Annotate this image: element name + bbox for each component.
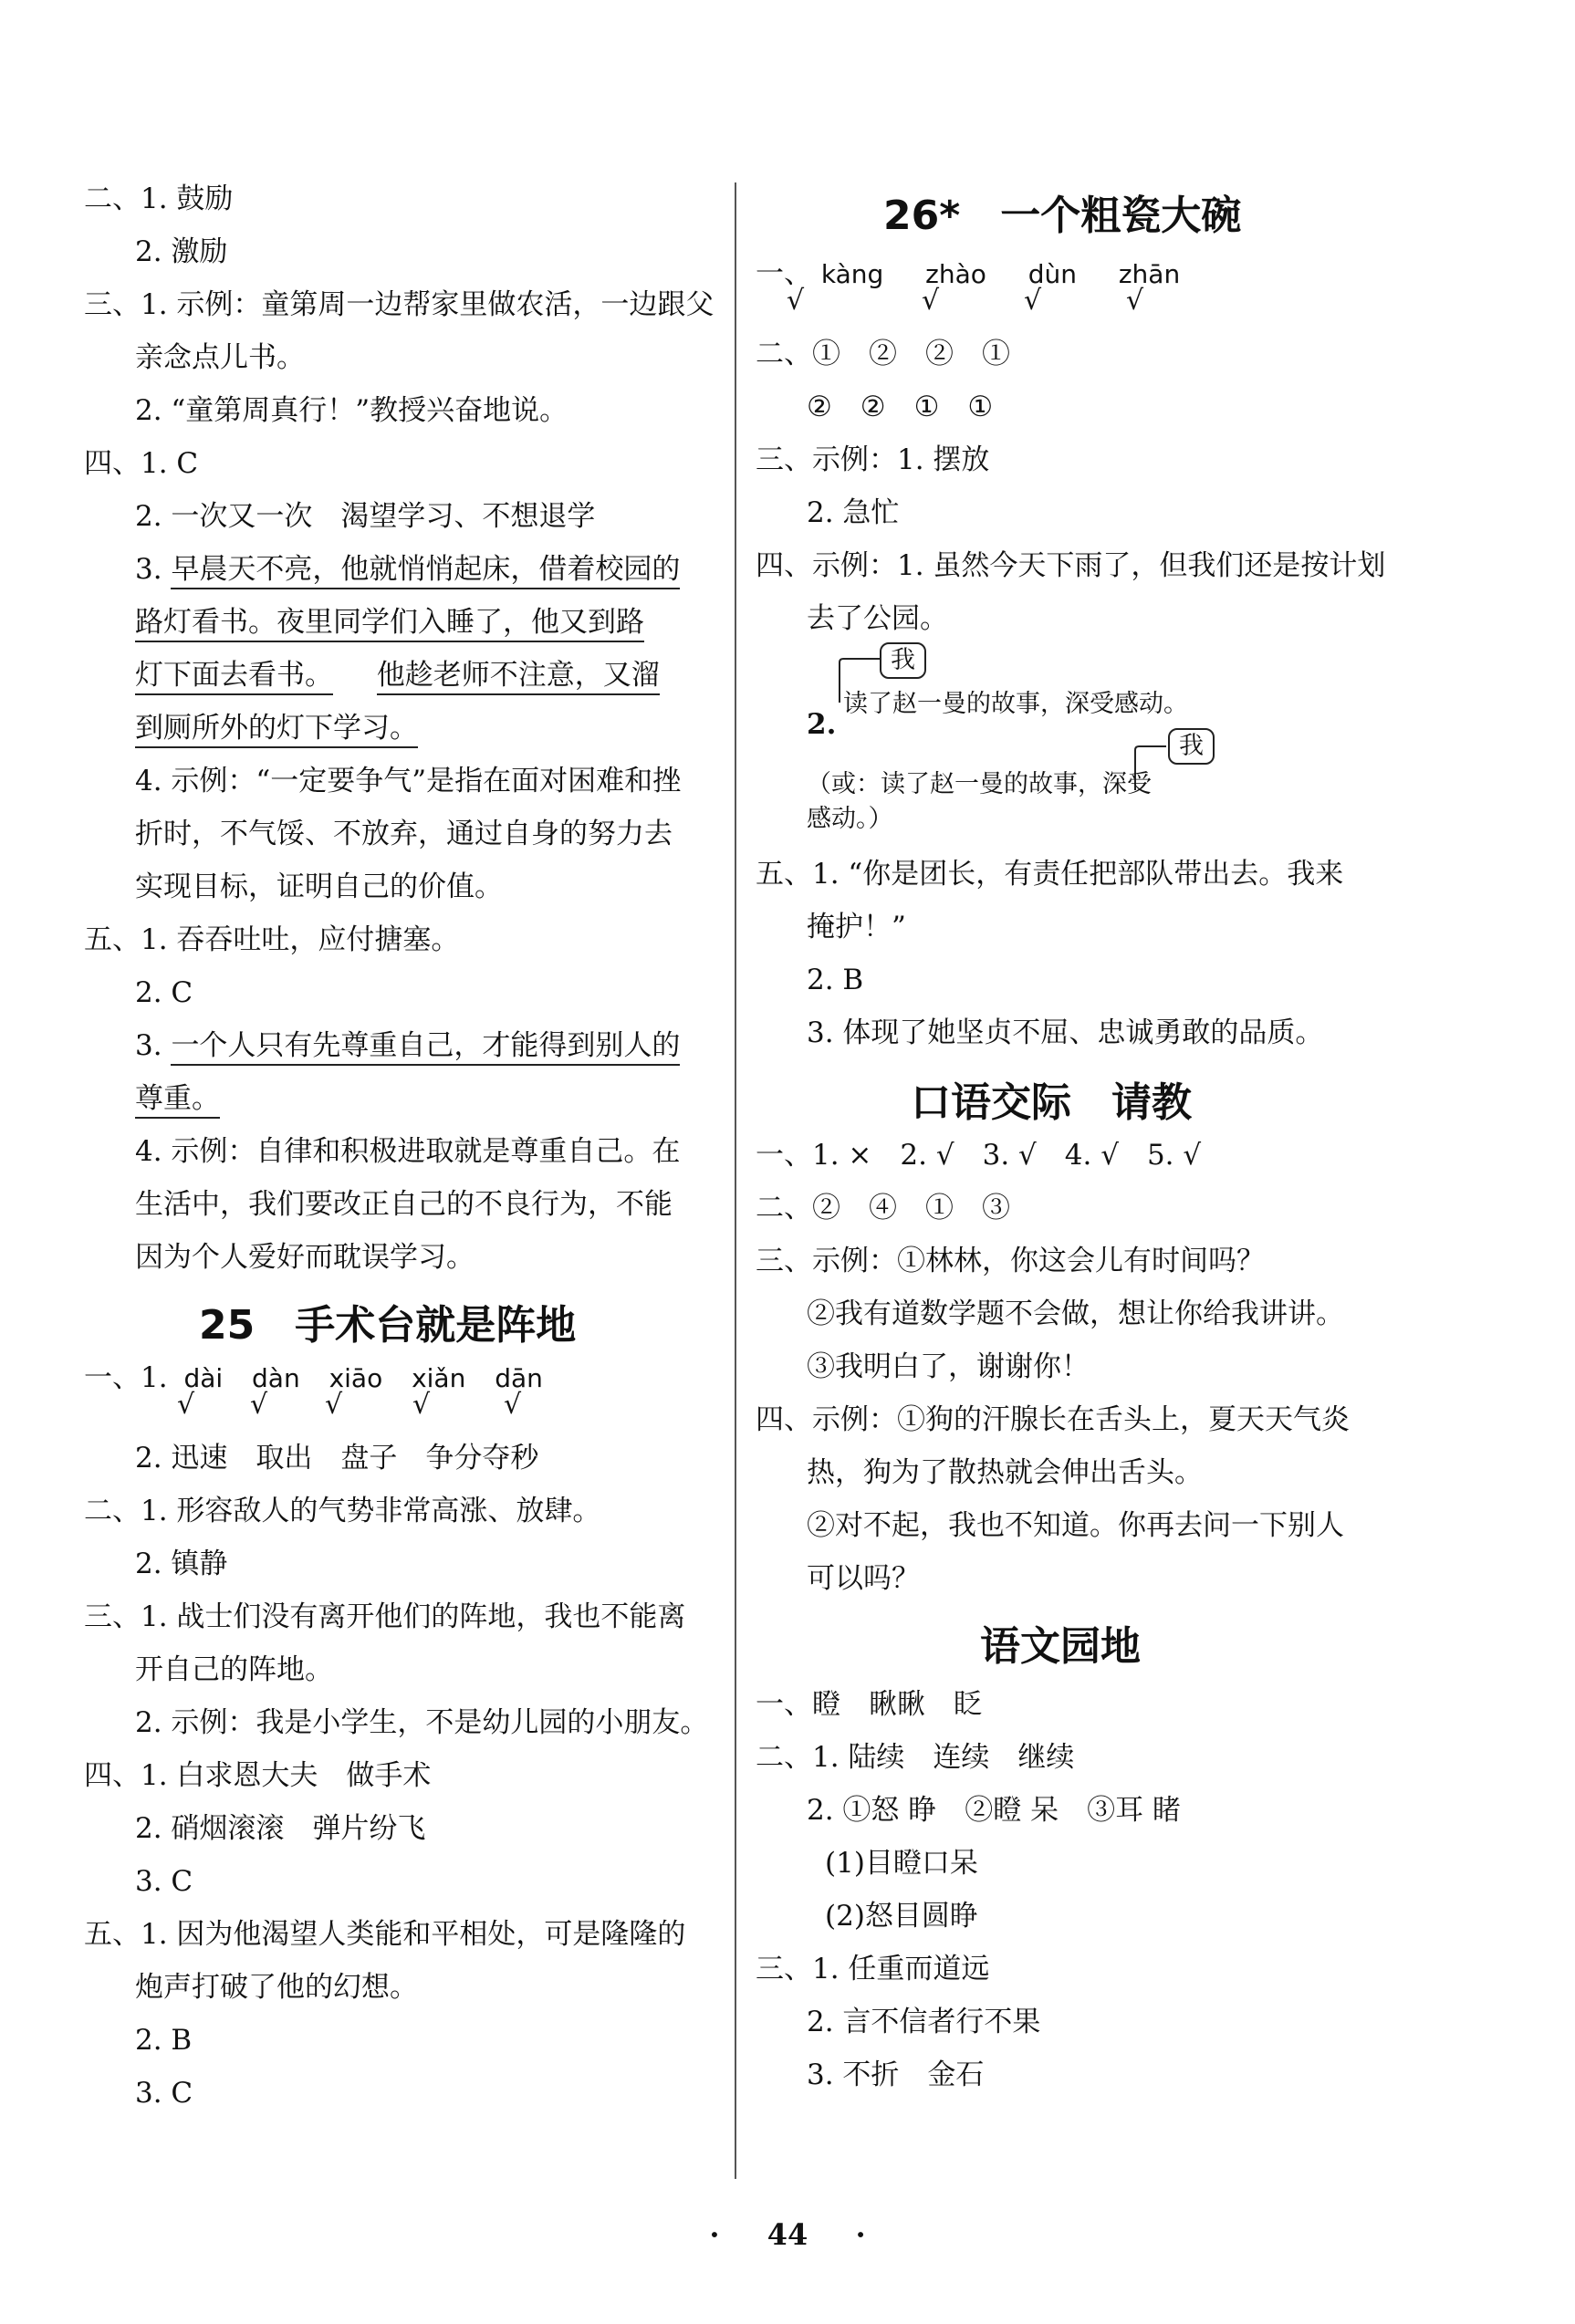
item-number-text: 2. <box>807 708 837 741</box>
answer-line: 三、1. 任重而道远 <box>756 1953 990 1985</box>
answer-line: 热，狗为了散热就会伸出舌头。 <box>807 1456 1203 1489</box>
answer-line: 实现目标，证明自己的价值。 <box>135 870 503 903</box>
check-mark-icon: √ <box>504 1389 522 1421</box>
answer-line: 3. C <box>135 1865 193 1898</box>
answer-line: 二、② ④ ① ③ <box>756 1192 1010 1225</box>
inserted-word-box: 我 <box>1168 728 1215 765</box>
pinyin: xiǎn <box>412 1363 466 1393</box>
answer-line: 五、1. 因为他渴望人类能和平相处，可是隆隆的 <box>84 1918 686 1951</box>
pinyin: dài <box>183 1363 224 1393</box>
item-number: 3. <box>135 1029 162 1062</box>
pinyin-line <box>756 255 1180 293</box>
item-number: 一、 <box>756 257 812 290</box>
answer-line: 五、1. 吞吞吐吐，应付搪塞。 <box>84 923 460 956</box>
sentence-text: 读了赵一曼的故事，深受感动。 <box>843 690 1188 718</box>
answer-line: 亲念点儿书。 <box>135 341 305 374</box>
check-mark-icon: √ <box>1024 285 1042 317</box>
answer-line: 2. “童第周真行！”教授兴奋地说。 <box>135 394 568 427</box>
answer-line: 4. 示例：自律和积极进取就是尊重自己。在 <box>135 1135 681 1168</box>
sentence-text: （或：读了赵一曼的故事，深受 <box>807 770 1152 798</box>
page-number: 44 <box>767 2217 808 2252</box>
answer-line <box>756 765 1152 803</box>
answer-line: 生活中，我们要改正自己的不良行为，不能 <box>135 1188 673 1221</box>
answer-line: 2. 示例：我是小学生，不是幼儿园的小朋友。 <box>135 1706 709 1739</box>
answer-line: 四、示例：1. 虽然今天下雨了，但我们还是按计划 <box>756 549 1386 582</box>
answer-line: 二、① ② ② ① <box>756 338 1010 370</box>
underlined-text: 尊重。 <box>135 1082 220 1119</box>
check-mark-icon: √ <box>325 1389 343 1421</box>
pinyin-line <box>84 1360 543 1397</box>
answer-line: ② ② ① ① <box>807 391 994 423</box>
answer-line: 一、瞪 瞅瞅 眨 <box>756 1688 982 1721</box>
answer-line: ②对不起，我也不知道。你再去问一下别人 <box>807 1509 1344 1542</box>
section-title: 口语交际 请教 <box>911 1079 1192 1126</box>
answer-line: 2. 镇静 <box>135 1548 228 1580</box>
answer-line: 2. 硝烟滚滚 弹片纷飞 <box>135 1812 426 1845</box>
pinyin: zhào <box>925 259 986 289</box>
answer-line: 去了公园。 <box>807 602 948 635</box>
answer-line: 二、1. 形容敌人的气势非常高涨、放肆。 <box>84 1495 601 1527</box>
answer-line: 三、示例：1. 摆放 <box>756 443 990 476</box>
answer-line: (1)目瞪口呆 <box>825 1847 978 1880</box>
answer-line: 2. 言不信者行不果 <box>807 2006 1041 2038</box>
answer-line: 2. 一次又一次 渴望学习、不想退学 <box>135 500 596 533</box>
item-number: 3. <box>135 553 162 586</box>
answer-line: 三、1. 战士们没有离开他们的阵地，我也不能离 <box>84 1600 686 1633</box>
check-mark-icon: √ <box>250 1389 268 1421</box>
item-number <box>756 706 836 743</box>
column-divider <box>735 182 736 2179</box>
answer-line <box>84 710 418 746</box>
check-mark-icon: √ <box>787 285 805 317</box>
answer-line: 折时，不气馁、不放弃，通过自身的努力去 <box>135 818 673 850</box>
answer-line <box>843 684 1188 723</box>
underlined-text: 到厕所外的灯下学习。 <box>135 712 418 748</box>
answer-line: (2)怒目圆睁 <box>825 1900 978 1933</box>
check-mark-icon: √ <box>922 285 940 317</box>
check-mark-icon: √ <box>1126 285 1144 317</box>
answer-line: ③我明白了，谢谢你！ <box>807 1350 1090 1383</box>
answer-line: 因为个人爱好而耽误学习。 <box>135 1241 475 1274</box>
answer-line: 2. B <box>135 2024 193 2057</box>
check-mark-icon: √ <box>177 1389 195 1421</box>
answer-line: 开自己的阵地。 <box>135 1653 333 1686</box>
dot-icon: · <box>709 2217 720 2252</box>
dot-icon: · <box>855 2217 866 2252</box>
underlined-text: 他趁老师不注意，又溜 <box>377 659 660 695</box>
answer-line <box>84 1027 680 1064</box>
answer-line: 四、1. C <box>84 447 199 480</box>
section-title: 语文园地 <box>980 1623 1141 1670</box>
answer-line <box>756 799 893 838</box>
sentence-text: 感动。） <box>807 805 893 833</box>
inserted-word-box: 我 <box>880 642 926 679</box>
pinyin: kàng <box>820 259 884 289</box>
answer-line: 2. ①怒 睁 ②瞪 呆 ③耳 睹 <box>807 1794 1181 1827</box>
answer-line: 四、1. 白求恩大夫 做手术 <box>84 1759 432 1792</box>
underlined-text: 路灯看书。夜里同学们入睡了，他又到路 <box>135 606 644 642</box>
pinyin: xiāo <box>329 1363 383 1393</box>
answer-line: 四、示例：①狗的汗腺长在舌头上，夏天天气炎 <box>756 1403 1350 1436</box>
answer-line: 一、1. × 2. √ 3. √ 4. √ 5. √ <box>756 1139 1202 1172</box>
page-number-footer <box>0 2217 1575 2252</box>
item-number: 一、1. <box>84 1361 168 1394</box>
answer-line: 炮声打破了他的幻想。 <box>135 1971 418 2004</box>
answer-line: 二、1. 鼓励 <box>84 182 234 215</box>
answer-line: 二、1. 陆续 连续 继续 <box>756 1741 1075 1774</box>
answer-line: 掩护！” <box>807 911 906 943</box>
answer-line: 2. 激励 <box>135 235 228 268</box>
answer-line: 4. 示例：“一定要争气”是指在面对困难和挫 <box>135 765 682 797</box>
answer-line: 2. 急忙 <box>807 496 900 529</box>
section-title: 26* 一个粗瓷大碗 <box>883 193 1242 239</box>
pinyin: dùn <box>1027 259 1077 289</box>
answer-line: 2. C <box>135 976 193 1009</box>
answer-line: 五、1. “你是团长，有责任把部队带出去。我来 <box>756 858 1344 891</box>
pinyin: dān <box>495 1363 543 1393</box>
answer-line: 2. B <box>807 964 864 996</box>
pinyin: zhān <box>1118 259 1181 289</box>
check-mark-icon: √ <box>412 1389 431 1421</box>
answer-line: 可以吗？ <box>807 1562 920 1595</box>
answer-line: 三、示例：①林林，你这会儿有时间吗？ <box>756 1245 1265 1277</box>
underlined-text: 一个人只有先尊重自己，才能得到别人的 <box>171 1029 680 1066</box>
answer-line: 三、1. 示例：童第周一边帮家里做农活，一边跟父 <box>84 288 714 321</box>
answer-line: 3. 不折 金石 <box>807 2058 985 2091</box>
section-title: 25 手术台就是阵地 <box>199 1302 577 1349</box>
answer-line <box>84 1080 220 1117</box>
pinyin: dàn <box>252 1363 300 1393</box>
answer-line: ②我有道数学题不会做，想让你给我讲讲。 <box>807 1297 1344 1330</box>
answer-line: 2. 迅速 取出 盘子 争分夺秒 <box>135 1442 539 1475</box>
answer-line <box>84 657 660 693</box>
underlined-text: 灯下面去看书。 <box>135 659 333 695</box>
answer-line: 3. C <box>135 2077 193 2110</box>
answer-line <box>84 604 644 641</box>
answer-line: 3. 体现了她坚贞不屈、忠诚勇敢的品质。 <box>807 1016 1324 1049</box>
underlined-text: 早晨天不亮，他就悄悄起床，借着校园的 <box>171 553 680 589</box>
answer-line <box>84 551 680 588</box>
